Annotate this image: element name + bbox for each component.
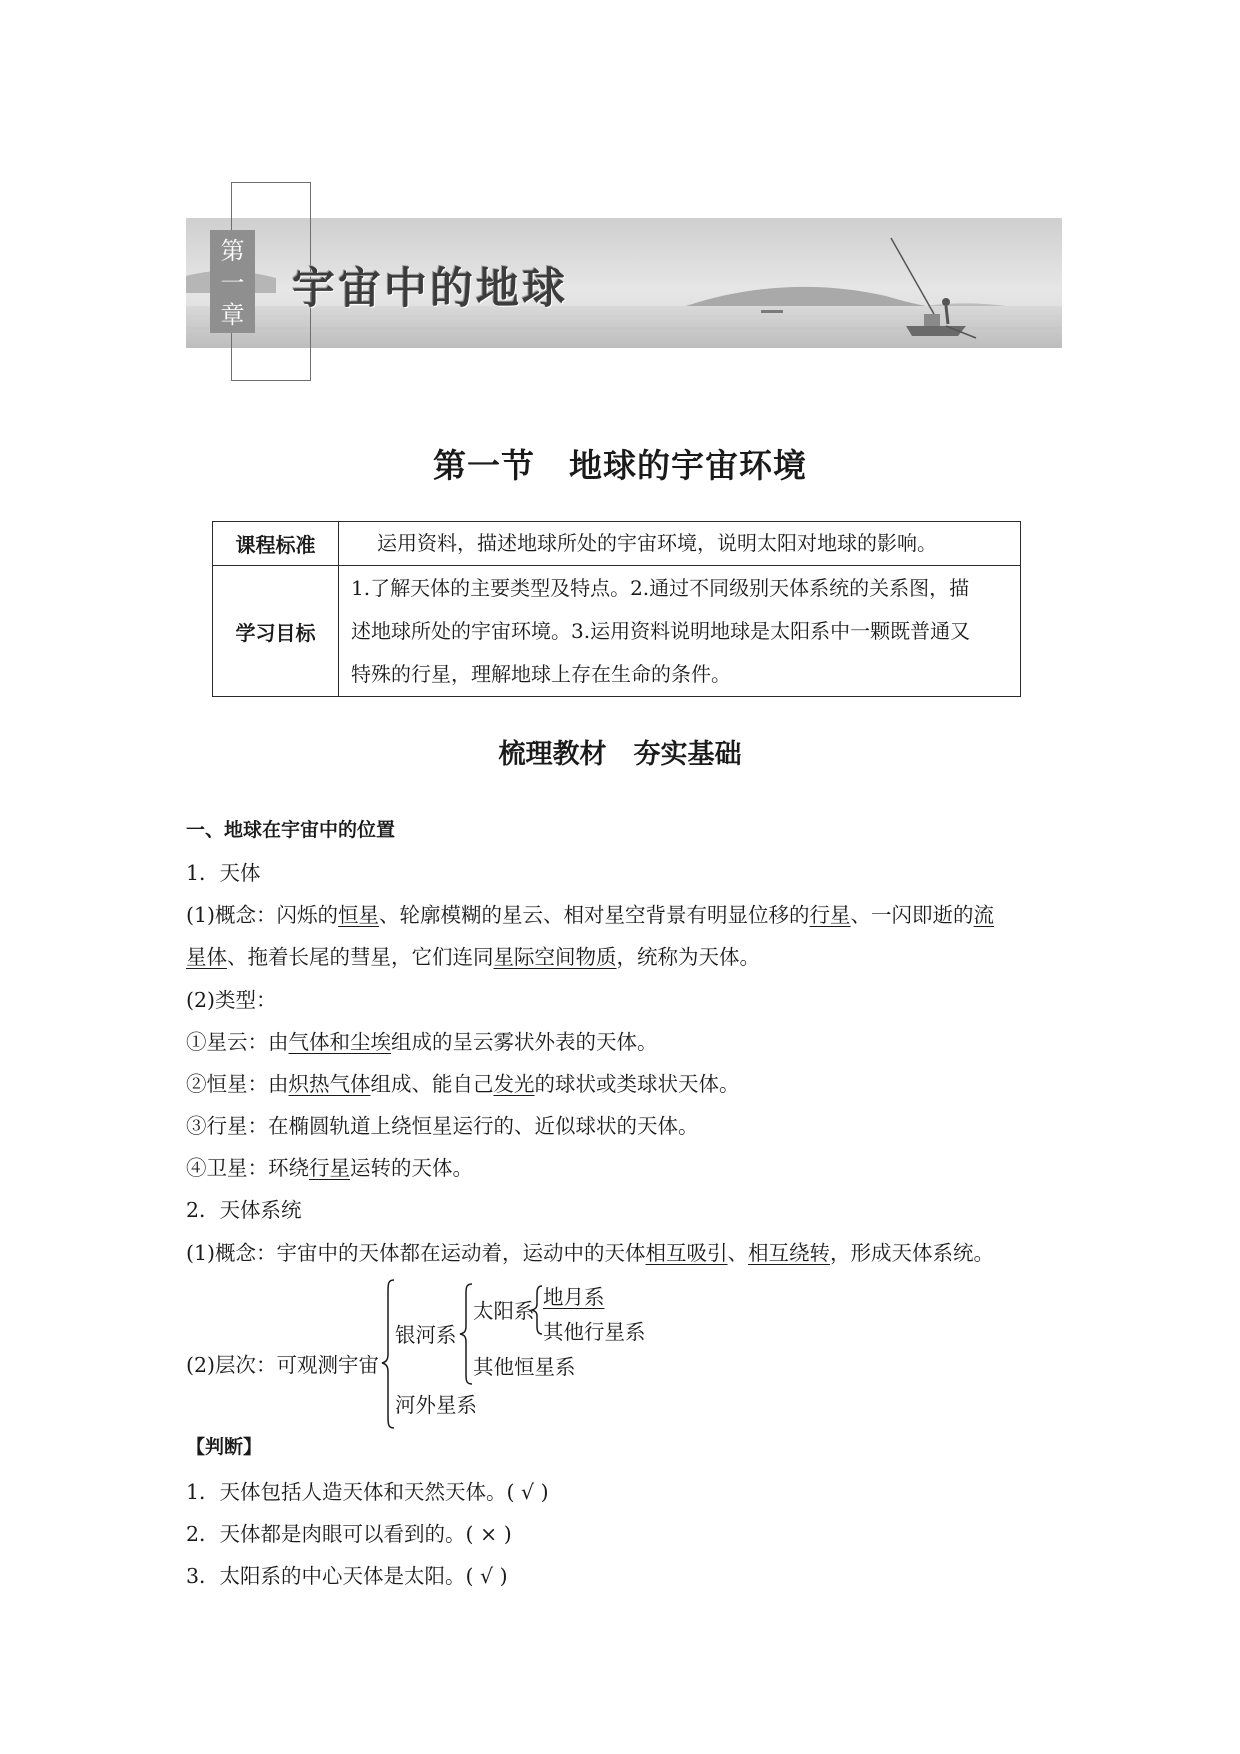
system-concept <box>186 1236 994 1266</box>
answer-blank: 行星 <box>309 1156 350 1180</box>
text: ，统称为天体。 <box>616 945 760 969</box>
answer-blank: 炽热气体 <box>288 1072 371 1096</box>
table-row <box>213 566 1021 697</box>
answer-blank: 星际空间物质 <box>493 945 617 969</box>
level-extragalactic: 河外星系 <box>395 1393 477 1417</box>
judgement-item: 2．天体都是肉眼可以看到的。( × ) <box>186 1522 512 1546</box>
text: (1)概念：闪烁的 <box>186 903 339 927</box>
row-value-line: 述地球所处的宇宙环境。3.运用资料说明地球是太阳系中一颗既普通又 <box>351 618 971 643</box>
answer-blank: 相互吸引 <box>645 1241 728 1265</box>
chapter-tag-char: 第 <box>220 237 245 265</box>
row-label: 学习目标 <box>213 566 339 697</box>
chapter-tag <box>210 230 255 333</box>
level-earth-moon <box>543 1280 605 1310</box>
concept-line-1 <box>186 898 994 928</box>
section-title: 第一节 地球的宇宙环境 <box>433 446 807 485</box>
row-value-line: 1.了解天体的主要类型及特点。2.通过不同级别天体系统的关系图，描 <box>351 575 970 600</box>
types-label: (2)类型： <box>186 988 277 1012</box>
text: 、拖着长尾的彗星，它们连同 <box>227 945 494 969</box>
answer-blank: 气体和尘埃 <box>288 1030 391 1054</box>
answer-blank: 地月系 <box>543 1285 605 1309</box>
chapter-tag-char: 章 <box>220 301 245 329</box>
text: 、一闪即逝的 <box>850 903 974 927</box>
subsection-title: 1．天体 <box>186 861 261 885</box>
text: 、轮廓模糊的星云、相对星空背景有明显位移的 <box>379 903 810 927</box>
text: ②恒星：由 <box>186 1072 289 1096</box>
chapter-tag-char: 一 <box>220 269 245 297</box>
level-milky-way: 银河系 <box>395 1323 457 1347</box>
row-label: 课程标准 <box>213 522 339 566</box>
text: 组成的呈云雾状外表的天体。 <box>391 1030 658 1054</box>
level-solar-system: 太阳系 <box>473 1299 535 1323</box>
table-row <box>213 522 1021 566</box>
judgement-item: 3．太阳系的中心天体是太阳。( √ ) <box>186 1564 508 1588</box>
text: ①星云：由 <box>186 1030 289 1054</box>
text: 、 <box>727 1241 749 1265</box>
answer-blank: 恒星 <box>338 903 380 927</box>
text: (1)概念：宇宙中的天体都在运动着，运动中的天体 <box>186 1241 646 1265</box>
text: 运转的天体。 <box>350 1156 473 1180</box>
answer-blank: 行星 <box>809 903 851 927</box>
type-planet: ③行星：在椭圆轨道上绕恒星运行的、近似球状的天体。 <box>186 1114 699 1138</box>
subsection-title: 2．天体系统 <box>186 1198 302 1222</box>
standards-table <box>212 521 1021 697</box>
row-value <box>339 566 1021 697</box>
type-star <box>186 1067 740 1097</box>
part-heading: 一、地球在宇宙中的位置 <box>186 819 396 841</box>
text: 的球状或类球状天体。 <box>534 1072 740 1096</box>
study-heading: 梳理教材 夯实基础 <box>498 739 742 770</box>
text: ④卫星：环绕 <box>186 1156 309 1180</box>
concept-line-2 <box>186 940 760 970</box>
levels-label: (2)层次：可观测宇宙 <box>186 1353 380 1377</box>
chapter-title: 宇宙中的地球 <box>292 264 568 314</box>
row-value-line: 特殊的行星，理解地球上存在生命的条件。 <box>351 661 731 686</box>
answer-blank: 相互绕转 <box>748 1241 831 1265</box>
type-satellite <box>186 1151 473 1181</box>
level-other-stars: 其他恒星系 <box>473 1355 576 1379</box>
level-other-planets: 其他行星系 <box>543 1320 646 1344</box>
row-value <box>339 522 1021 566</box>
row-value-line: 运用资料，描述地球所处的宇宙环境，说明太阳对地球的影响。 <box>377 531 937 555</box>
answer-blank: 流 <box>973 903 995 927</box>
judgement-heading: 【判断】 <box>186 1436 263 1458</box>
answer-blank: 发光 <box>493 1072 535 1096</box>
text: 组成、能自己 <box>370 1072 494 1096</box>
judgement-item: 1．天体包括人造天体和天然天体。( √ ) <box>186 1480 549 1504</box>
text: ，形成天体系统。 <box>830 1241 995 1265</box>
type-nebula <box>186 1025 658 1055</box>
answer-blank: 星体 <box>186 945 227 969</box>
